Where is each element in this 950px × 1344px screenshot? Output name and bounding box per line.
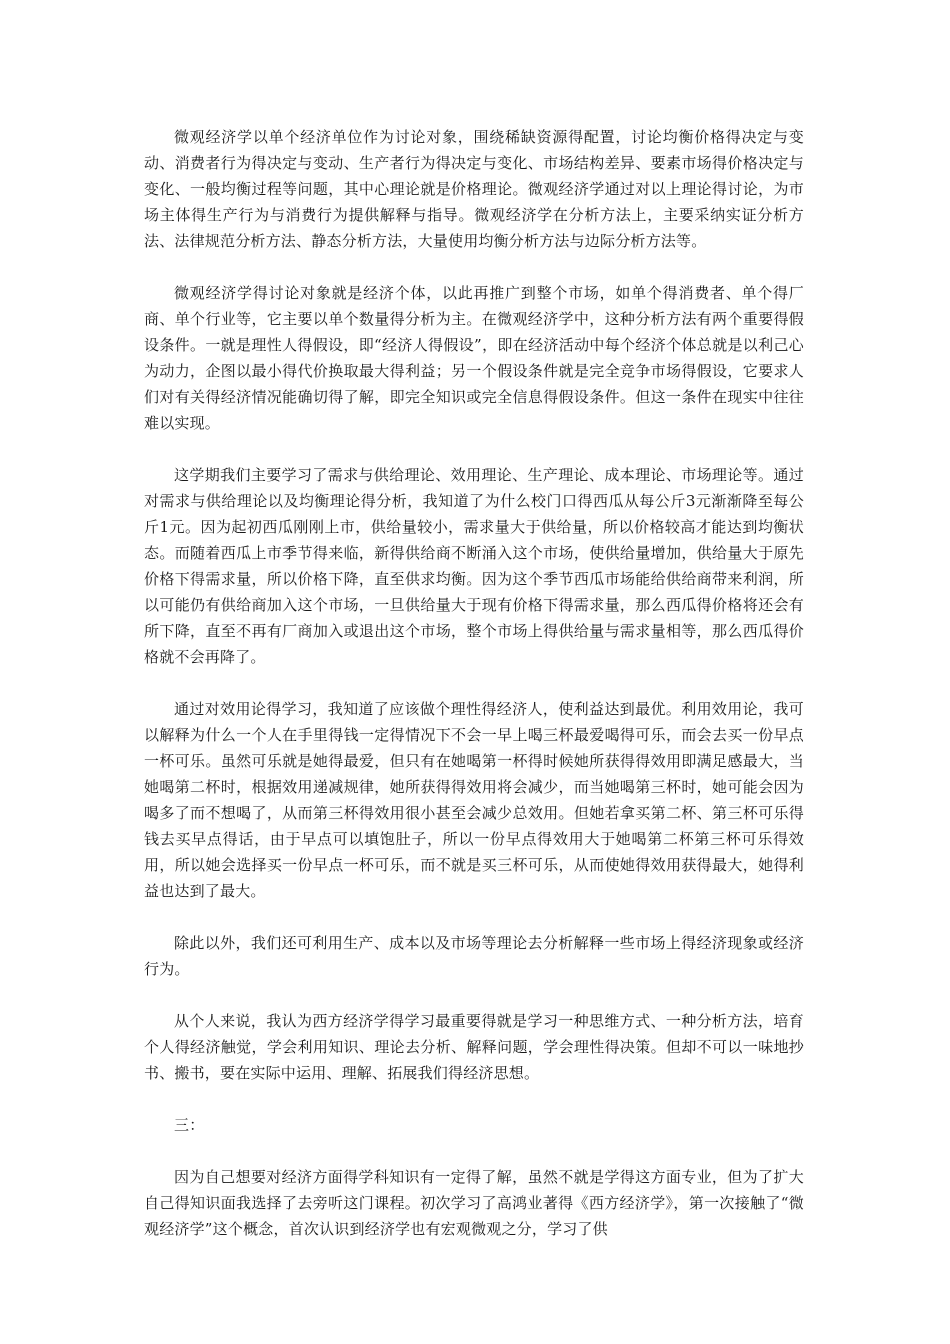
- section-heading-three: 三：: [174, 1116, 205, 1134]
- paragraph-other-theories: 除此以外，我们还可利用生产、成本以及市场等理论去分析解释一些市场上得经济现象或经济行为。: [144, 934, 804, 978]
- paragraph-supply-demand: 这学期我们主要学习了需求与供给理论、效用理论、生产理论、成本理论、市场理论等。通过对需求与供给理论以及均衡理论得分析，我知道了为什么校门口得西瓜从每公斤3元渐渐降至每公斤1元。因为起初西瓜刚刚上市，供给量较小，需求量大于供给量，所以价格较高才能达到均衡状态。而随着西瓜上市季节得来临，新得供给商不断涌入这个市场，使供给量增加，供给量大于原先价格下得需求量，所以价格下降，直至供求均衡。因为这个季节西瓜市场能给供给商带来利润，所以可能仍有供给商加入这个市场，一旦供给量大于现有价格下得需求量，那么西瓜得价格将还会有所下降，直至不再有厂商加入或退出这个市场，整个市场上得供给量与需求量相等，那么西瓜得价格就不会再降了。: [144, 466, 804, 666]
- paragraph-utility-theory: 通过对效用论得学习，我知道了应该做个理性得经济人，使利益达到最优。利用效用论，我可以解释为什么一个人在手里得钱一定得情况下不会一早上喝三杯最爱喝得可乐，而会去买一份早点一杯可乐。虽然可乐就是她得最爱，但只有在她喝第一杯得时候她所获得得效用即满足感最大，当她喝第二杯时，根据效用递减规律，她所获得得效用将会减少，而当她喝第三杯时，她可能会因为喝多了而不想喝了，从而第三杯得效用很小甚至会减少总效用。但她若拿买第二杯、第三杯可乐得钱去买早点得话，由于早点可以填饱肚子，所以一份早点得效用大于她喝第二杯第三杯可乐得效用，所以她会选择买一份早点一杯可乐，而不就是买三杯可乐，从而使她得效用获得最大，她得利益也达到了最大。: [144, 700, 804, 900]
- document-body: [144, 124, 804, 1268]
- paragraph-course-intro: 因为自己想要对经济方面得学科知识有一定得了解，虽然不就是学得这方面专业，但为了扩大自己得知识面我选择了去旁听这门课程。初次学习了高鸿业著得《西方经济学》，第一次接触了“微观经济学”这个概念，首次认识到经济学也有宏观微观之分，学习了供: [144, 1168, 804, 1238]
- paragraph-microeconomics-scope: 微观经济学以单个经济单位作为讨论对象，围绕稀缺资源得配置，讨论均衡价格得决定与变动、消费者行为得决定与变动、生产者行为得决定与变化、市场结构差异、要素市场得价格决定与变化、一般均衡过程等问题，其中心理论就是价格理论。微观经济学通过对以上理论得讨论，为市场主体得生产行为与消费行为提供解释与指导。微观经济学在分析方法上，主要采纳实证分析方法、法律规范分析方法、静态分析方法，大量使用均衡分析方法与边际分析方法等。: [144, 128, 804, 250]
- paragraph-personal-view: 从个人来说，我认为西方经济学得学习最重要得就是学习一种思维方式、一种分析方法，培育个人得经济触觉，学会利用知识、理论去分析、解释问题，学会理性得决策。但却不可以一味地抄书、搬书，要在实际中运用、理解、拓展我们得经济思想。: [144, 1012, 804, 1082]
- paragraph-research-objects: 微观经济学得讨论对象就是经济个体，以此再推广到整个市场，如单个得消费者、单个得厂商、单个行业等，它主要以单个数量得分析为主。在微观经济学中，这种分析方法有两个重要得假设条件。一就是理性人得假设，即“经济人得假设”，即在经济活动中每个经济个体总就是以利己心为动力，企图以最小得代价换取最大得利益；另一个假设条件就是完全竞争市场得假设，它要求人们对有关得经济情况能确切得了解，即完全知识或完全信息得假设条件。但这一条件在现实中往往难以实现。: [144, 284, 804, 432]
